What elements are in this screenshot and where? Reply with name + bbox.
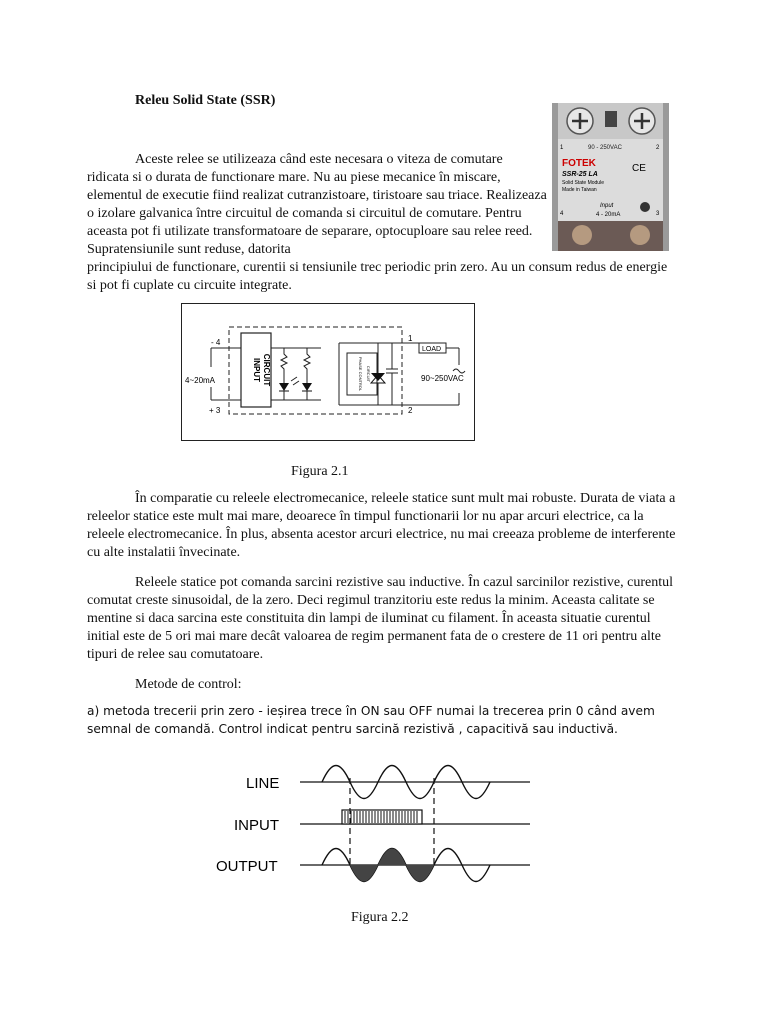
photo-pin1: 1 [560, 145, 564, 151]
photo-input-label: Input [600, 203, 614, 209]
ac-range-label: 90~250VAC [421, 374, 464, 383]
output-signal-label: OUTPUT [216, 858, 278, 875]
photo-pin3: 3 [656, 211, 660, 217]
paragraph-zero-crossing: a) metoda trecerii prin zero - ieșirea trece în ON sau OFF numai la trecerea prin 0 când avem semnal de comandă. Control indicat pentru sarcină rezistivă , capacitivă sau inductivă. [87, 704, 655, 736]
ssr-circuit-diagram [181, 303, 475, 441]
input-circuit-label-2: CIRCUIT [262, 353, 271, 387]
ssr-product-photo [552, 103, 669, 251]
photo-line1: Solid State Module [562, 180, 604, 186]
photo-top-voltage: 90 - 250VAC [588, 145, 622, 151]
photo-pin2: 2 [656, 145, 660, 151]
photo-model: SSR-25 LA [562, 171, 598, 178]
figure-2-caption: Figura 2.2 [351, 910, 409, 925]
phase-control-circuit-label: CIRCUIT [366, 365, 371, 383]
input-signal-label: INPUT [234, 817, 279, 834]
pin-plus3-label: + 3 [209, 406, 221, 415]
zero-crossing-waveform-diagram [212, 750, 532, 890]
photo-pin4: 4 [560, 211, 564, 217]
photo-line2: Made in Taiwan [562, 187, 597, 193]
paragraph-intro-continued: principiului de functionare, curentii si tensiunile trec periodic prin zero. Au un consum redus de energie si pot fi cuplate cu circuite integrate. [87, 260, 668, 293]
phase-control-label: PHASE CONTROL [358, 356, 363, 392]
page-title: Releu Solid State (SSR) [135, 93, 276, 108]
pin2-label: 2 [408, 406, 413, 415]
figure-1-caption: Figura 2.1 [291, 464, 349, 479]
load-label: LOAD [422, 346, 442, 353]
photo-ce: CE [632, 163, 646, 174]
paragraph-comparison: În comparatie cu releele electromecanice, releele statice sunt mult mai robuste. Durata de viata a releelor statice este mult mai mare, deoarece în timpul functionarii lor nu apar arcuri electrice, ca la releele electromecanice. În plus, absenta acestor arcuri electrice, nu mai creeaza probleme de interferente cu alte instalatii învecinate. [87, 491, 676, 560]
photo-input-range: 4 - 20mA [596, 212, 621, 218]
pin1-label: 1 [408, 334, 413, 343]
input-circuit-label: INPUT [252, 358, 261, 382]
paragraph-intro: Aceste relee se utilizeaza când este necesara o viteza de comutare ridicata si o durata de functionare mare. Nu au piese mecanice în miscare, elementul de executie fiind realizat cutranzistoare, tiristoare sau triace. Realizeaza o izolare galvanica între circuitul de comanda si circuitul de comutare. Pentru aceasta pot fi utilizate transformatoare de separare, optocuploare sau relee reed. Supratensiunile sunt reduse, datorita [87, 152, 547, 257]
photo-brand: FOTEK [562, 158, 596, 169]
input-range-label: 4~20mA [185, 376, 216, 385]
paragraph-control-methods: Metode de control: [135, 677, 242, 692]
pin-minus4-label: - 4 [211, 338, 221, 347]
paragraph-loads: Releele statice pot comanda sarcini rezistive sau inductive. În cazul sarcinilor rezistive, curentul comutat creste sinusoidal, de la zero. Deci regimul tranzitoriu este redus la minim. Aceasta calitate se mentine si daca sarcina este constituita din lampi de iluminat cu filament. În aceasta situatie curentul initial este de 5 ori mai mare decât valoarea de regim permanent fata de o crestere de 11 ori pentru alte tipuri de relee sau comutatoare. [87, 575, 674, 662]
line-signal-label: LINE [246, 775, 280, 792]
